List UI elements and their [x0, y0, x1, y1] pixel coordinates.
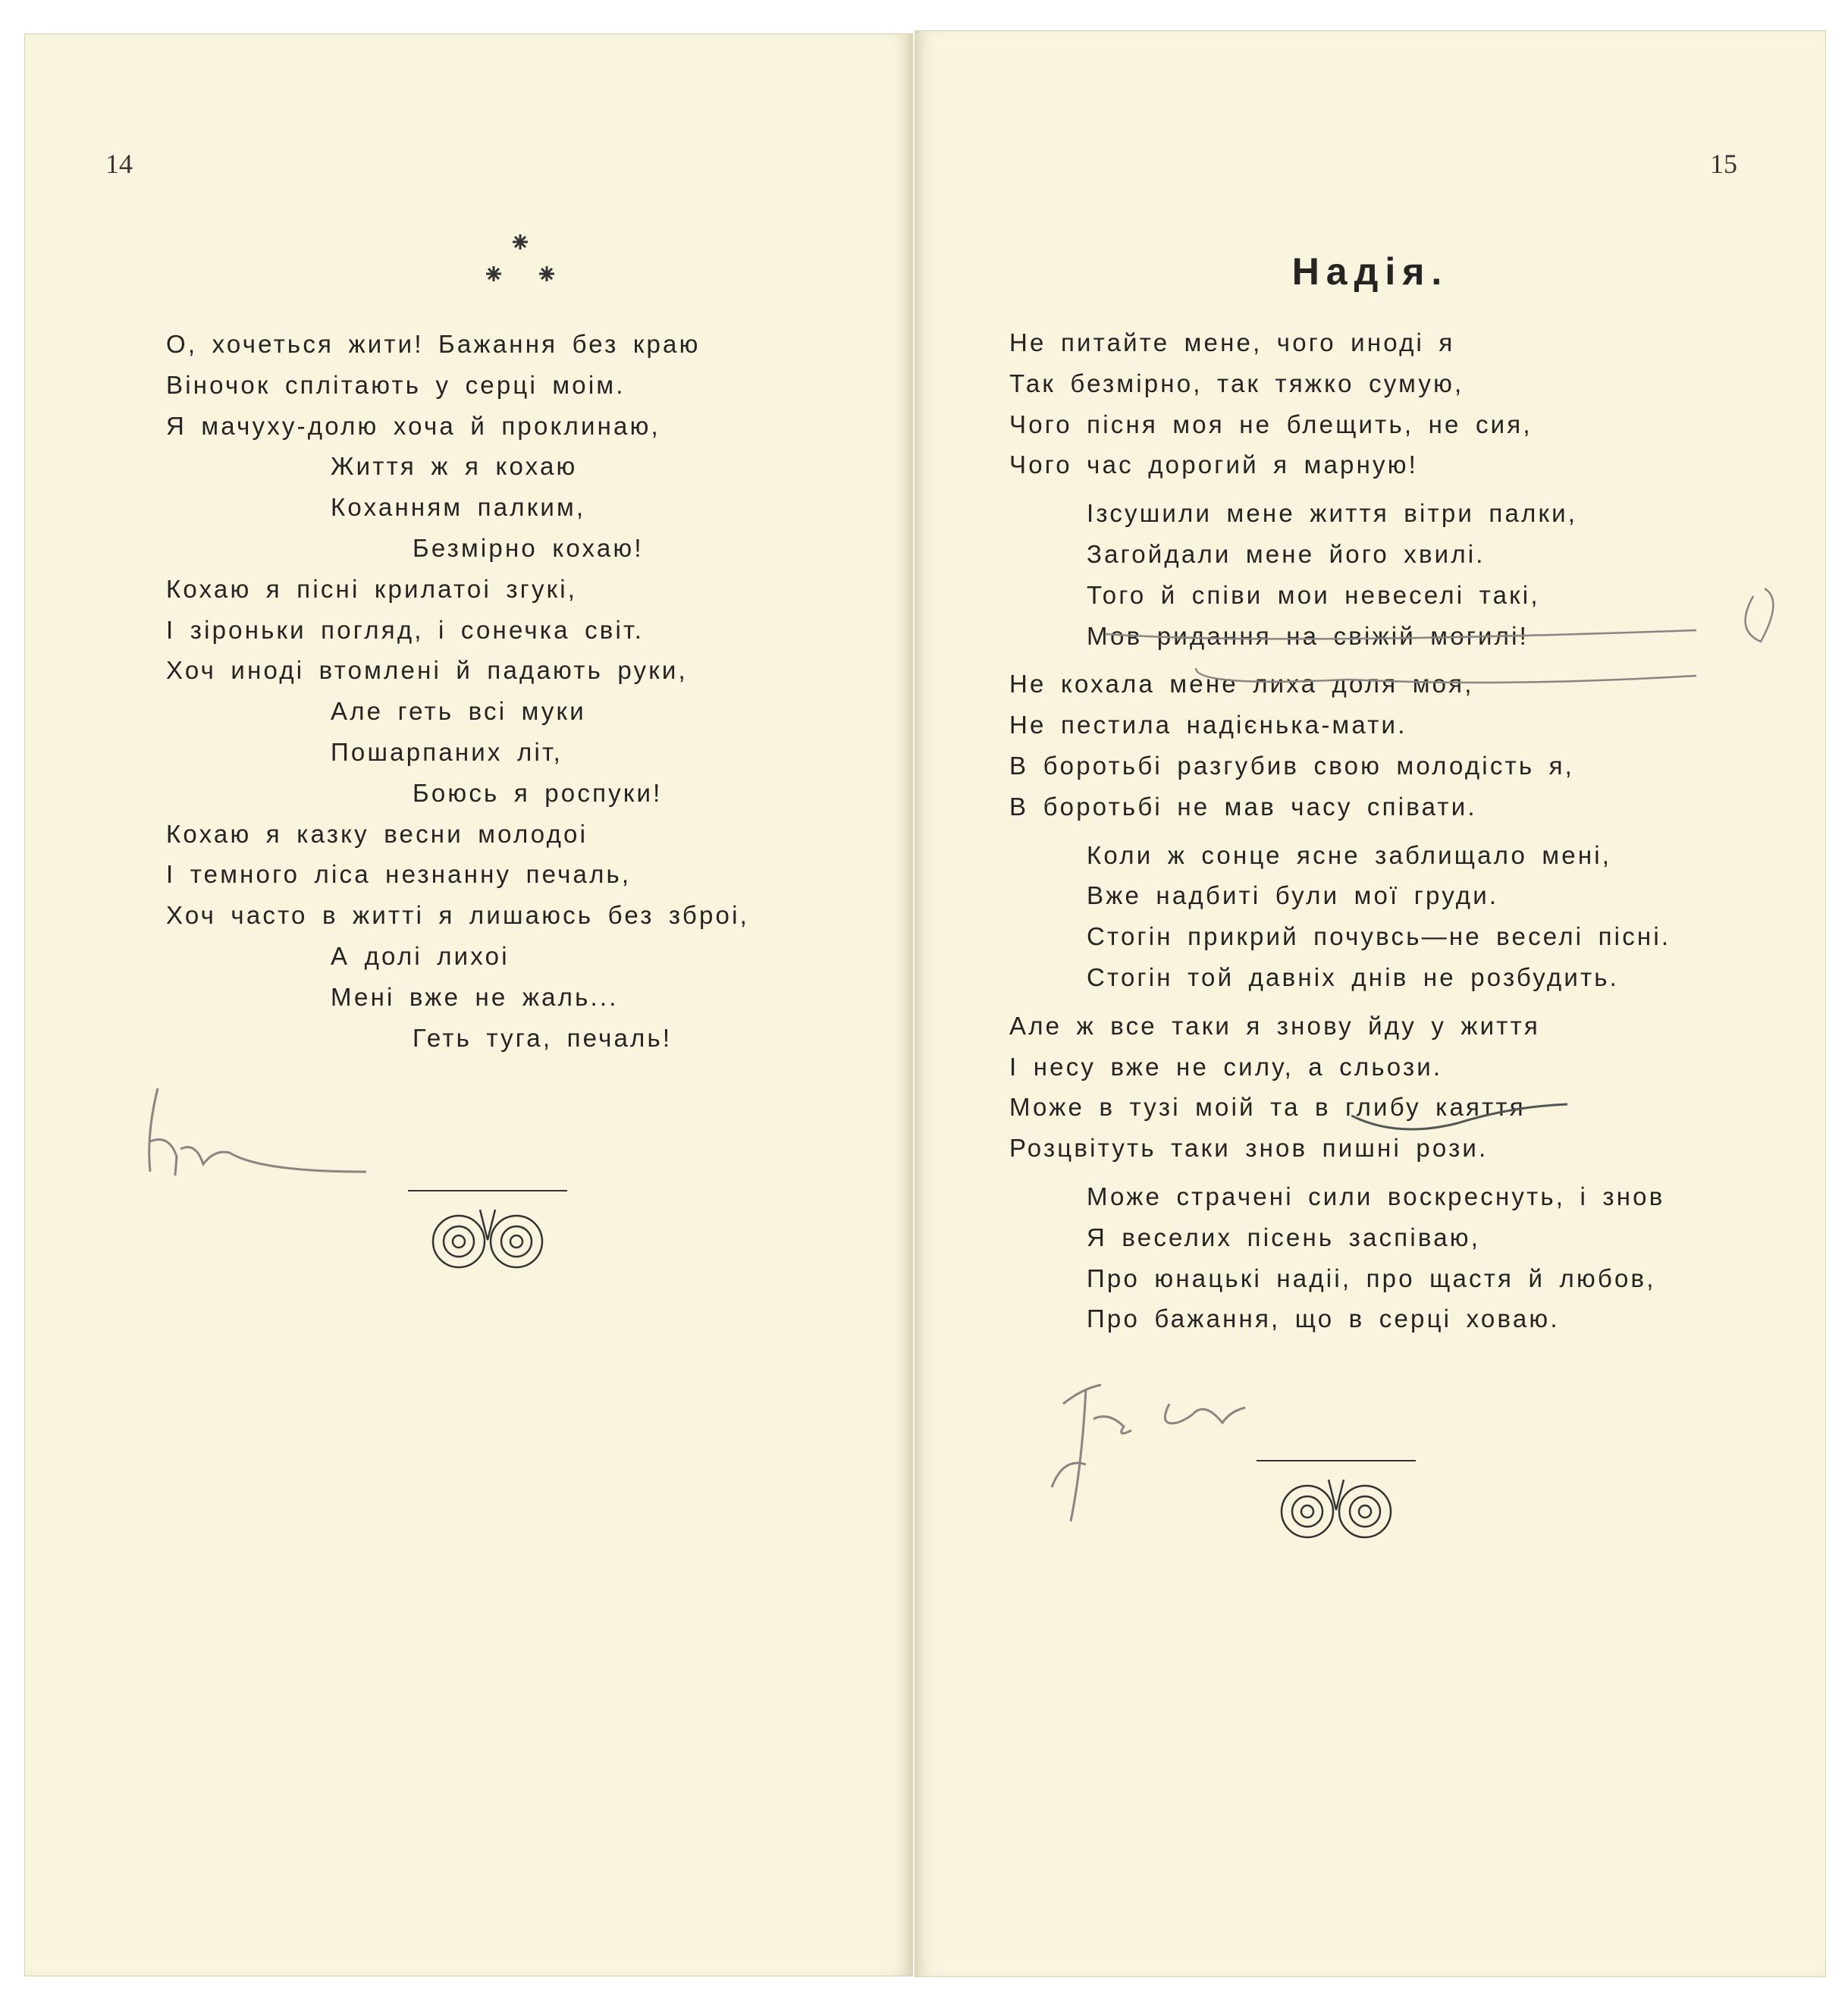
right-page: [915, 30, 1826, 1977]
poem-line: Але ж все таки я знову йду у життя: [1009, 1011, 1541, 1040]
poem-line: Загойдали мене його хвилі.: [1087, 539, 1486, 568]
poem-line: Кохаю я пісні крилатоі згукі,: [166, 574, 578, 603]
poem-line: Кохаю я казку весни молодоі: [166, 819, 588, 848]
poem-line: Коли ж сонце ясне заблищало мені,: [1087, 840, 1612, 869]
poem-line: Може в тузі моій та в глибу каяття: [1009, 1093, 1526, 1122]
snowflake-icon: [478, 230, 562, 290]
tailpiece-ornament: [404, 1179, 571, 1286]
poem-line: О, хочеться жити! Бажання без краю: [166, 330, 701, 358]
poem-line: Коханням палким,: [331, 493, 586, 522]
asterism-ornament: [478, 230, 562, 297]
poem-line: І темного ліса незнанну печаль,: [166, 860, 632, 889]
poem-line: І зіроньки погляд, і сонечка світ.: [166, 615, 645, 644]
poem-line: Мов ридання на свіжій могилі!: [1087, 621, 1529, 650]
poem-title: Надія.: [1291, 250, 1449, 293]
poem-line: Чого пісня моя не блещить, не сия,: [1009, 410, 1533, 438]
poem-line: Того й співи мои невеселі такі,: [1087, 580, 1540, 609]
poem-line: Але геть всі муки: [331, 697, 586, 726]
page-number-left: 14: [105, 149, 133, 179]
poem-line: Вже надбиті були мої груди.: [1087, 881, 1499, 910]
poem-line: Я веселих пісень заспіваю,: [1087, 1223, 1481, 1251]
poem-line: Я мачуху-долю хоча й проклинаю,: [166, 411, 660, 440]
stanza: [1009, 1006, 1671, 1169]
poem-line: Хоч иноді втомлені й падають руки,: [166, 656, 688, 685]
stanza: [1009, 493, 1671, 656]
poem-line: А долі лихоі: [331, 941, 510, 970]
poem-line: Боюсь я роспуки!: [413, 778, 663, 807]
poem-line: Не питайте мене, чого иноді я: [1009, 328, 1455, 356]
poem-line: Геть туга, печаль!: [413, 1023, 673, 1052]
poem-line: Розцвітуть таки знов пишні рози.: [1009, 1134, 1489, 1163]
poem-line: Життя ж я кохаю: [331, 452, 578, 481]
poem-line: Стогін прикрий почувсь—не веселі пісні.: [1087, 922, 1671, 951]
stanza: [1009, 835, 1671, 998]
page-number-right: 15: [1710, 149, 1737, 179]
poem-line: В боротьбі разгубив свою молодість я,: [1009, 751, 1575, 780]
poem-line: Мені вже не жаль...: [331, 982, 619, 1011]
poem-line: Про юнацькі надіі, про щастя й любов,: [1087, 1264, 1656, 1292]
pencil-signature: [124, 1081, 381, 1194]
poem-line: Безмірно кохаю!: [413, 533, 644, 562]
stanza: [1009, 322, 1671, 485]
tailpiece-ornament: [1253, 1449, 1420, 1556]
poem-line: Не пестила надієнька-мати.: [1009, 711, 1407, 739]
poem-line: Ізсушили мене життя вітри палки,: [1087, 499, 1578, 528]
poem-line: Не кохала мене лиха доля моя,: [1009, 670, 1474, 698]
poem-line: Пошарпаних літ,: [331, 737, 563, 766]
poem-line: Стогін той давніх днів не розбудить.: [1087, 962, 1620, 991]
poem-line: І несу вже не силу, а сльози.: [1009, 1052, 1443, 1081]
poem-line: Про бажання, що в серці ховаю.: [1087, 1304, 1560, 1333]
poem-nadiia: [1009, 322, 1671, 1347]
poem-line: В боротьбі не мав часу співати.: [1009, 792, 1477, 821]
poem-line: Віночок сплітають у серці моім.: [166, 370, 626, 399]
poem-line: Може страчені сили воскреснуть, і знов: [1087, 1182, 1665, 1210]
left-page: [24, 33, 913, 1976]
stanza: [1009, 1176, 1671, 1339]
stanza: [1009, 664, 1671, 827]
poem-line: Чого час дорогий я марную!: [1009, 450, 1419, 479]
poem-untitled: [166, 324, 749, 1058]
poem-line: Хоч часто в житті я лишаюсь без зброі,: [166, 901, 749, 930]
poem-line: Так безмірно, так тяжко сумую,: [1009, 369, 1464, 397]
